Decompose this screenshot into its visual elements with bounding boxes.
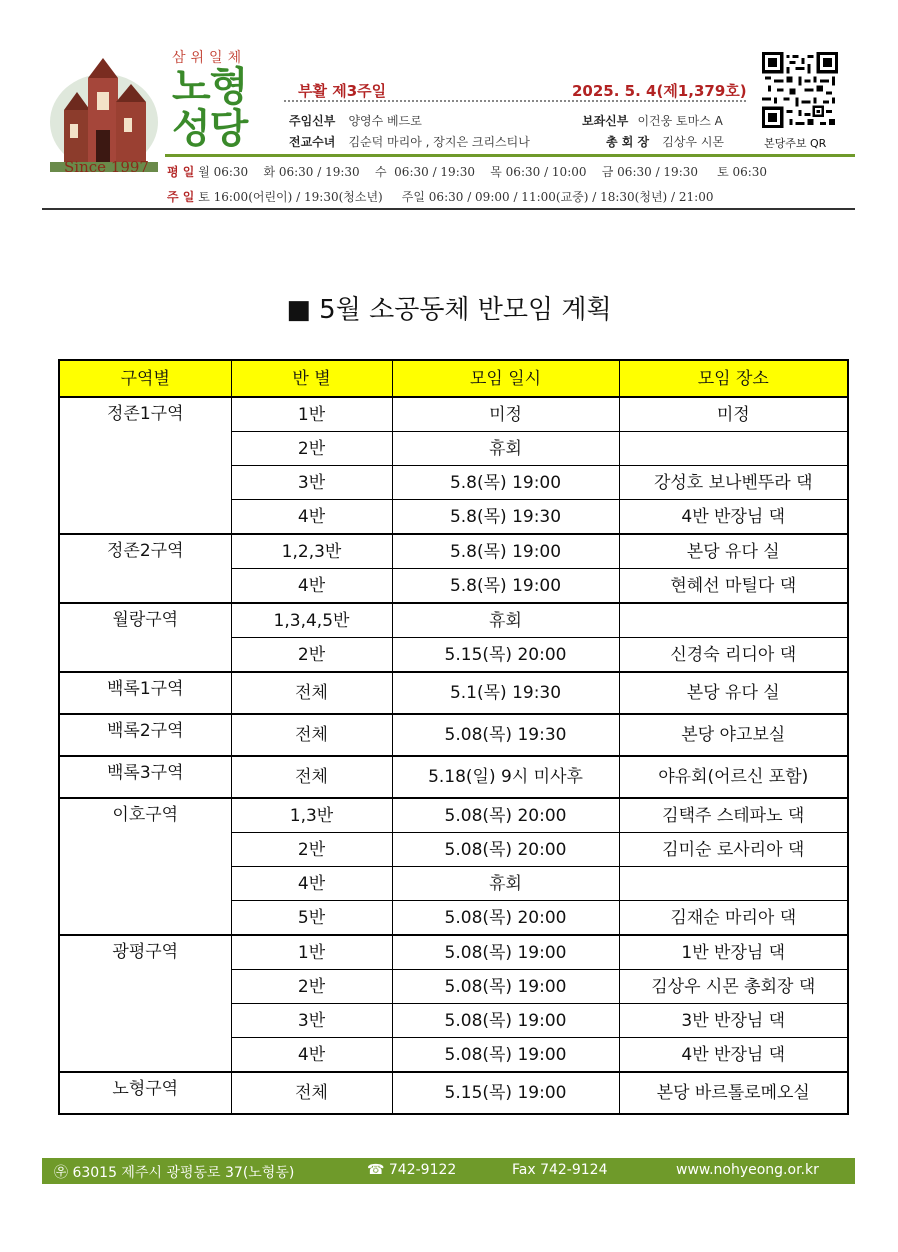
ban-cell: 2반 xyxy=(231,833,392,867)
column-header-district: 구역별 xyxy=(59,360,231,397)
ban-cell: 4반 xyxy=(231,1038,392,1073)
ban-cell: 1,3반 xyxy=(231,798,392,833)
church-logo-image xyxy=(50,52,158,172)
datetime-cell: 5.1(목) 19:30 xyxy=(392,672,619,714)
datetime-cell: 5.08(목) 19:00 xyxy=(392,935,619,970)
table-row xyxy=(59,397,848,432)
place-cell: 4반 반장님 댁 xyxy=(619,1038,848,1073)
place-cell: 강성호 보나벤뚜라 댁 xyxy=(619,466,848,500)
datetime-cell: 5.08(목) 19:00 xyxy=(392,970,619,1004)
table-row xyxy=(59,1072,848,1114)
since-label: Since 1997 xyxy=(64,158,149,176)
datetime-cell: 5.8(목) 19:00 xyxy=(392,569,619,604)
table-row xyxy=(59,714,848,756)
district-cell: 정존2구역 xyxy=(59,534,231,603)
place-cell: 3반 반장님 댁 xyxy=(619,1004,848,1038)
weekday-label: 평 일 xyxy=(167,165,195,179)
qr-label: 본당주보 QR xyxy=(764,137,827,150)
place-cell: 본당 유다 실 xyxy=(619,534,848,569)
datetime-cell: 미정 xyxy=(392,397,619,432)
assistant-row xyxy=(582,110,723,129)
place-cell: 본당 유다 실 xyxy=(619,672,848,714)
assistant-label: 보좌신부 xyxy=(582,114,629,128)
qr-code-icon[interactable] xyxy=(762,52,838,128)
dotted-divider xyxy=(284,100,746,102)
place-cell: 김택주 스테파노 댁 xyxy=(619,798,848,833)
datetime-cell: 5.08(목) 20:00 xyxy=(392,798,619,833)
datetime-cell: 5.08(목) 20:00 xyxy=(392,901,619,936)
place-cell: 본당 야고보실 xyxy=(619,714,848,756)
sunday-label: 주 일 xyxy=(167,190,195,204)
column-header-datetime: 모임 일시 xyxy=(392,360,619,397)
datetime-cell: 휴회 xyxy=(392,867,619,901)
church-name-line1: 노형 xyxy=(172,64,248,110)
sisters-label: 전교수녀 xyxy=(289,135,336,149)
ban-cell: 2반 xyxy=(231,970,392,1004)
place-cell: 4반 반장님 댁 xyxy=(619,500,848,535)
ban-cell: 1반 xyxy=(231,397,392,432)
ban-cell: 3반 xyxy=(231,1004,392,1038)
ban-cell: 1,3,4,5반 xyxy=(231,603,392,638)
datetime-cell: 5.18(일) 9시 미사후 xyxy=(392,756,619,798)
datetime-cell: 휴회 xyxy=(392,432,619,466)
footer-phone: ☎ 742-9122 xyxy=(367,1162,457,1178)
ban-cell: 전체 xyxy=(231,672,392,714)
datetime-cell: 5.08(목) 19:30 xyxy=(392,714,619,756)
ban-cell: 4반 xyxy=(231,867,392,901)
datetime-cell: 5.08(목) 19:00 xyxy=(392,1004,619,1038)
place-cell: 현혜선 마틸다 댁 xyxy=(619,569,848,604)
ban-cell: 2반 xyxy=(231,432,392,466)
district-cell: 광평구역 xyxy=(59,935,231,1072)
footer-bar xyxy=(42,1158,855,1184)
district-cell: 백록1구역 xyxy=(59,672,231,714)
table-row xyxy=(59,756,848,798)
weekday-mass-row xyxy=(167,163,767,180)
table-row xyxy=(59,672,848,714)
header-green-line xyxy=(165,154,855,157)
weekday-mass-times: 월 06:30 화 06:30 / 19:30 수 06:30 / 19:30 목 06:30 / 10:00 금 06:30 / 19:30 토 06:30 xyxy=(198,165,768,179)
datetime-cell: 5.08(목) 20:00 xyxy=(392,833,619,867)
table-row xyxy=(59,603,848,638)
pastor-name: 양영수 베드로 xyxy=(348,114,422,128)
place-cell: 본당 바르톨로메오실 xyxy=(619,1072,848,1114)
ban-cell: 1반 xyxy=(231,935,392,970)
pastor-row xyxy=(289,110,422,129)
table-row xyxy=(59,534,848,569)
sunday-mass-times: 토 16:00(어린이) / 19:30(청소년) 주일 06:30 / 09:00 / 11:00(교중) / 18:30(청년) / 21:00 xyxy=(198,190,714,204)
place-cell: 김상우 시몬 총회장 댁 xyxy=(619,970,848,1004)
footer-website[interactable]: www.nohyeong.or.kr xyxy=(676,1162,819,1178)
table-header-row xyxy=(59,360,848,397)
ban-cell: 4반 xyxy=(231,500,392,535)
sisters-row xyxy=(289,131,530,150)
pastor-label: 주임신부 xyxy=(289,114,336,128)
sisters-names: 김순덕 마리아 , 장지은 크리스티나 xyxy=(348,135,530,149)
datetime-cell: 5.8(목) 19:30 xyxy=(392,500,619,535)
datetime-cell: 5.15(목) 20:00 xyxy=(392,638,619,673)
place-cell: 미정 xyxy=(619,397,848,432)
ban-cell: 4반 xyxy=(231,569,392,604)
table-body xyxy=(59,397,848,1114)
place-cell: 야유회(어르신 포함) xyxy=(619,756,848,798)
place-cell xyxy=(619,432,848,466)
ban-cell: 3반 xyxy=(231,466,392,500)
footer-address: ㉾ 63015 제주시 광평동로 37(노형동) xyxy=(54,1165,295,1181)
datetime-cell: 5.8(목) 19:00 xyxy=(392,466,619,500)
president-row xyxy=(606,131,724,150)
liturgical-day: 부활 제3주일 xyxy=(298,82,387,100)
district-cell: 이호구역 xyxy=(59,798,231,935)
assistant-name: 이건웅 토마스 A xyxy=(637,114,723,128)
ban-cell: 전체 xyxy=(231,1072,392,1114)
table-row xyxy=(59,935,848,970)
motto: 삼위일체 xyxy=(172,50,247,66)
president-label: 총 회 장 xyxy=(606,135,650,149)
datetime-cell: 5.08(목) 19:00 xyxy=(392,1038,619,1073)
datetime-cell: 5.15(목) 19:00 xyxy=(392,1072,619,1114)
district-cell: 백록2구역 xyxy=(59,714,231,756)
district-cell: 백록3구역 xyxy=(59,756,231,798)
sunday-mass-row xyxy=(167,188,714,205)
district-cell: 월랑구역 xyxy=(59,603,231,672)
ban-cell: 5반 xyxy=(231,901,392,936)
issue-number: 2025. 5. 4(제1,379호) xyxy=(572,82,747,100)
place-cell: 신경숙 리디아 댁 xyxy=(619,638,848,673)
column-header-ban: 반 별 xyxy=(231,360,392,397)
church-name-line2: 성당 xyxy=(172,106,248,152)
place-cell xyxy=(619,603,848,638)
header-rule xyxy=(42,208,855,210)
ban-cell: 전체 xyxy=(231,714,392,756)
column-header-place: 모임 장소 xyxy=(619,360,848,397)
page-title: ■ 5월 소공동체 반모임 계획 xyxy=(286,295,612,325)
place-cell xyxy=(619,867,848,901)
place-cell: 1반 반장님 댁 xyxy=(619,935,848,970)
place-cell: 김미순 로사리아 댁 xyxy=(619,833,848,867)
datetime-cell: 5.8(목) 19:00 xyxy=(392,534,619,569)
ban-cell: 1,2,3반 xyxy=(231,534,392,569)
footer-fax: Fax 742-9124 xyxy=(512,1162,608,1178)
place-cell: 김재순 마리아 댁 xyxy=(619,901,848,936)
meeting-plan-table xyxy=(58,359,849,1115)
district-cell: 노형구역 xyxy=(59,1072,231,1114)
president-name: 김상우 시몬 xyxy=(662,135,725,149)
ban-cell: 전체 xyxy=(231,756,392,798)
ban-cell: 2반 xyxy=(231,638,392,673)
datetime-cell: 휴회 xyxy=(392,603,619,638)
district-cell: 정존1구역 xyxy=(59,397,231,534)
table-row xyxy=(59,798,848,833)
